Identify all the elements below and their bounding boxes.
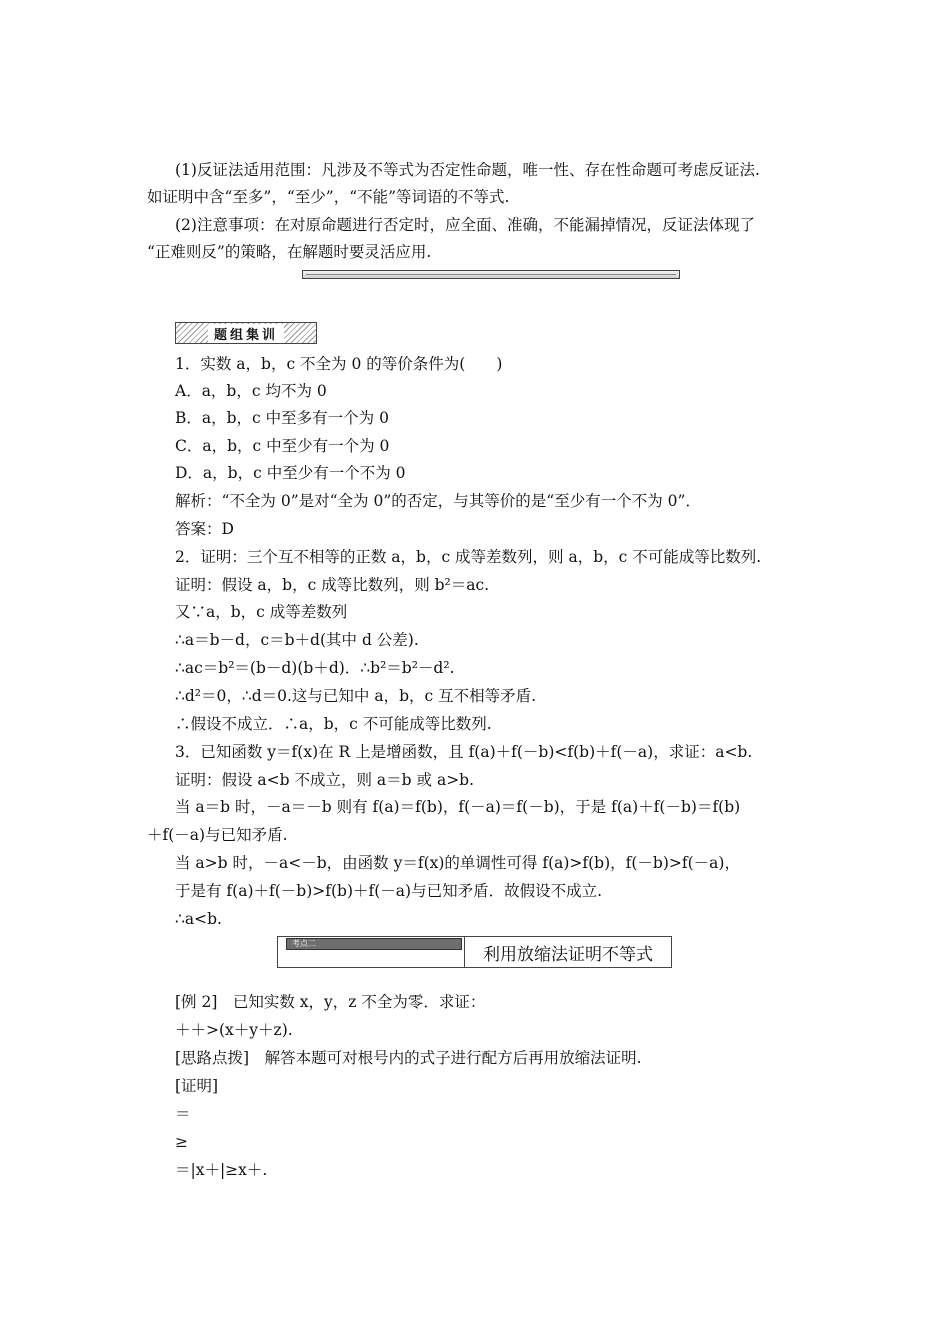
tip-line: 如证明中含“至多”，“至少”，“不能”等词语的不等式. [147, 188, 510, 206]
proof-line: 又∵a，b，c 成等差数列 [175, 603, 348, 621]
example-line: ＋＋>(x＋y＋z). [175, 1021, 293, 1039]
example-line: [证明] [175, 1077, 219, 1095]
proof-line: ∴假设不成立．∴a，b，c 不可能成等比数列. [175, 715, 492, 733]
proof-line: ∴a＝b－d，c＝b＋d(其中 d 公差). [175, 631, 419, 649]
example-line: ≥ [175, 1133, 188, 1151]
section-tag: 考点二 [286, 938, 462, 950]
proof-line: 证明：假设 a，b，c 成等比数列，则 b²＝ac. [175, 576, 490, 594]
option-line: B．a，b，c 中至多有一个为 0 [175, 409, 389, 427]
group-label-banner [175, 322, 317, 344]
answer-line: 答案：D [175, 520, 234, 538]
problem-line: 2．证明：三个互不相等的正数 a，b，c 成等差数列，则 a，b，c 不可能成等比数列. [175, 548, 762, 566]
option-line: C．a，b，c 中至少有一个为 0 [175, 437, 390, 455]
section-divider [302, 270, 680, 279]
problem-line: 1．实数 a，b，c 不全为 0 的等价条件为( ) [175, 355, 503, 373]
problem-line: 3．已知函数 y＝f(x)在 R 上是增函数，且 f(a)＋f(－b)<f(b)＋f(－a)，求证：a<b. [175, 743, 753, 761]
group-label: 题组集训 [208, 324, 284, 343]
proof-line: ∴a<b. [175, 910, 222, 928]
example-line: [例 2] 已知实数 x，y，z 不全为零．求证： [175, 993, 486, 1011]
proof-line: ＋f(－a)与已知矛盾. [147, 826, 288, 844]
option-line: D．a，b，c 中至少有一个不为 0 [175, 464, 406, 482]
section-title: 利用放缩法证明不等式 [483, 944, 653, 965]
proof-line: 当 a＝b 时，－a＝－b 则有 f(a)＝f(b)，f(－a)＝f(－b)，于是 f(a)＋f(－b)＝f(b) [175, 798, 741, 816]
example-line: ＝ [175, 1105, 191, 1123]
example-line: [思路点拨] 解答本题可对根号内的式子进行配方后再用放缩法证明. [175, 1049, 642, 1067]
tip-line: “正难则反”的策略，在解题时要灵活应用. [147, 243, 432, 261]
proof-line: ∴d²＝0，∴d＝0.这与已知中 a，b，c 互不相等矛盾. [175, 687, 537, 705]
option-line: A．a，b，c 均不为 0 [175, 382, 327, 400]
proof-line: 当 a>b 时，－a<－b，由函数 y＝f(x)的单调性可得 f(a)>f(b)，f(－b)>f(－a)， [175, 854, 740, 872]
tip-line: (2)注意事项：在对原命题进行否定时，应全面、准确，不能漏掉情况，反证法体现了 [175, 216, 755, 234]
tip-line: (1)反证法适用范围：凡涉及不等式为否定性命题，唯一性、存在性命题可考虑反证法. [175, 161, 760, 179]
proof-line: ∴ac＝b²＝(b－d)(b＋d)．∴b²＝b²－d². [175, 659, 455, 677]
analysis-line: 解析：“不全为 0”是对“全为 0”的否定，与其等价的是“至少有一个不为 0”． [175, 492, 701, 510]
proof-line: 于是有 f(a)＋f(－b)>f(b)＋f(－a)与已知矛盾．故假设不成立. [175, 882, 602, 900]
proof-line: 证明：假设 a<b 不成立，则 a＝b 或 a>b. [175, 771, 475, 789]
section-header [277, 936, 672, 968]
example-line: ＝|x＋|≥x＋. [175, 1161, 268, 1179]
